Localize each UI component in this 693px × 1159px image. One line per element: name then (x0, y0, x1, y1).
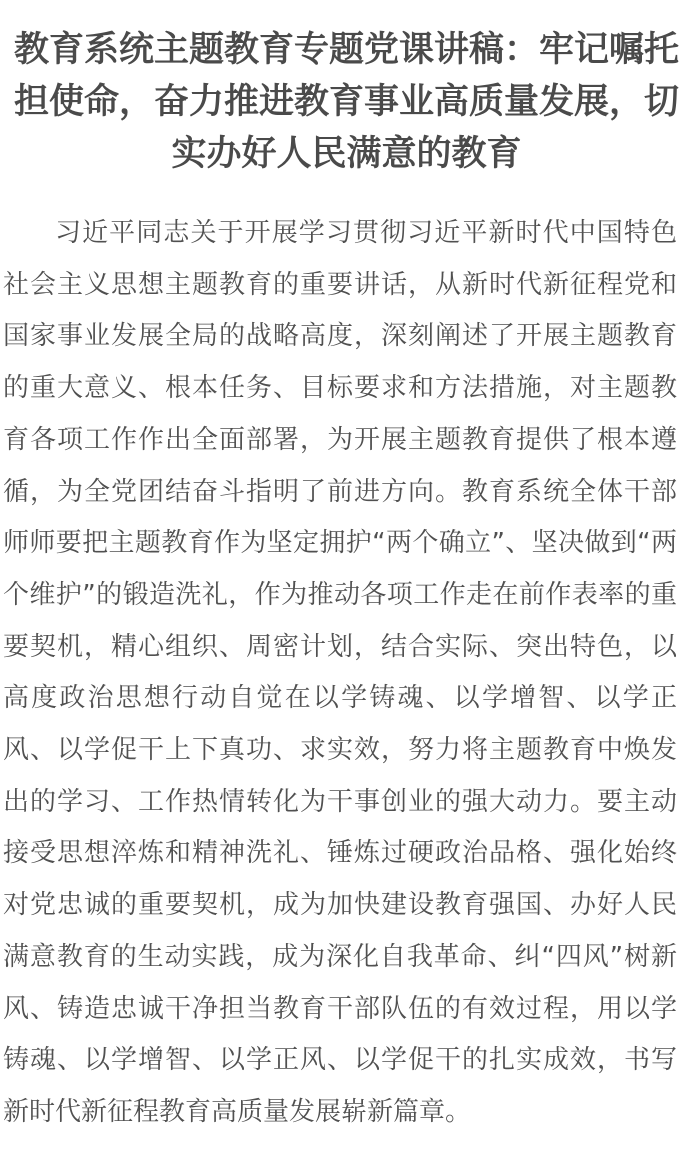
document-paragraph: 习近平同志关于开展学习贯彻习近平新时代中国特色社会主义思想主题教育的重要讲话，从新时代新征程党和国家事业发展全局的战略高度，深刻阐述了开展主题教育的重大意义、根本任务、目标要求和方法措施，对主题教育各项工作作出全面部署，为开展主题教育提供了根本遵循，为全党团结奋斗指明了前进方向。教育系统全体干部师师要把主题教育作为坚定拥护“两个确立”、坚决做到“两个维护”的锻造洗礼，作为推动各项工作走在前作表率的重要契机，精心组织、周密计划，结合实际、突出特色，以高度政治思想行动自觉在以学铸魂、以学增智、以学正风、以学促干上下真功、求实效，努力将主题教育中焕发出的学习、工作热情转化为干事创业的强大动力。要主动接受思想淬炼和精神洗礼、锤炼过硬政治品格、强化始终对党忠诚的重要契机，成为加快建设教育强国、办好人民满意教育的生动实践，成为深化自我革命、纠“四风”树新风、铸造忠诚干净担当教育干部队伍的有效过程，用以学铸魂、以学增智、以学正风、以学促干的扎实成效，书写新时代新征程教育高质量发展崭新篇章。 (3, 218, 677, 1127)
document-title: 教育系统主题教育专题党课讲稿：牢记嘱托担使命，奋力推进教育事业高质量发展，切实办好人民满意的教育 (13, 30, 679, 174)
